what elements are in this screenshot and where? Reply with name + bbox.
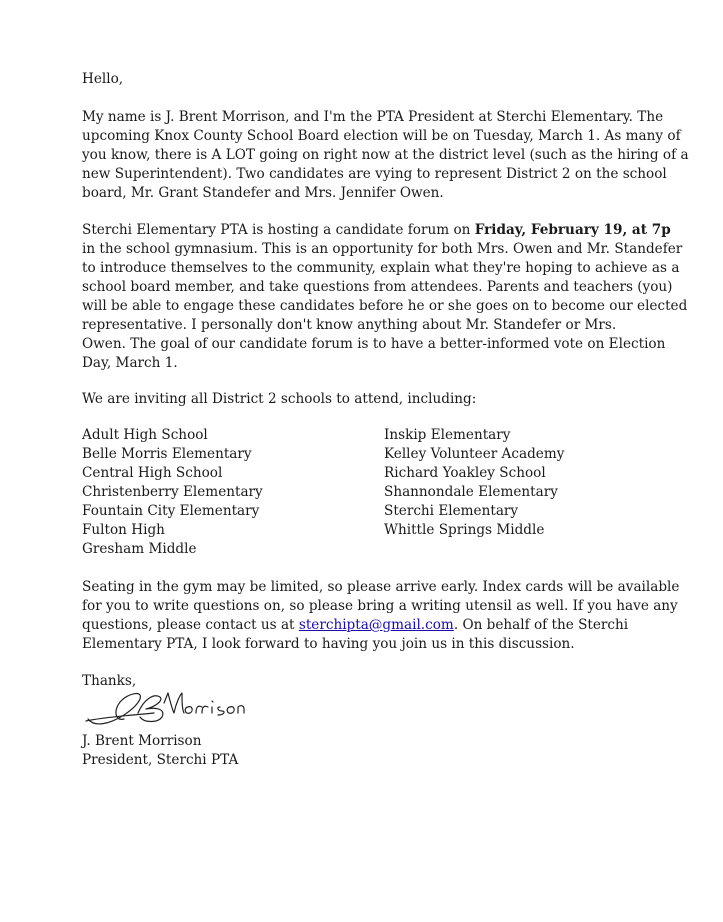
signer-title: President, Sterchi PTA xyxy=(82,752,239,768)
school-item: Inskip Elementary xyxy=(384,427,511,443)
paragraph-line: you know, there is A LOT going on right now at the district level (such as the hiring of a xyxy=(82,147,689,163)
closing-paragraph xyxy=(82,578,680,654)
paragraph-line: to introduce themselves to the community, explain what they're hoping to achieve as a xyxy=(82,260,680,276)
school-item: Kelley Volunteer Academy xyxy=(384,446,565,462)
signature-block xyxy=(82,732,642,770)
school-item: Christenberry Elementary xyxy=(82,484,263,500)
intro-paragraph xyxy=(82,108,689,203)
paragraph-line: questions, please contact us at sterchipta@gmail.com. On behalf of the Sterchi xyxy=(82,617,629,633)
paragraph-line: upcoming Knox County School Board election will be on Tuesday, March 1. As many of xyxy=(82,128,681,144)
forum-paragraph xyxy=(82,221,688,373)
school-item: Fulton High xyxy=(82,522,165,538)
school-item: Sterchi Elementary xyxy=(384,503,519,519)
event-date: Friday, February 19, at 7p xyxy=(474,222,671,238)
paragraph-line: will be able to engage these candidates before he or she goes on to become our elected xyxy=(82,298,688,314)
signer-name: J. Brent Morrison xyxy=(82,733,202,749)
paragraph-line: representative. I personally don't know anything about Mr. Standefer or Mrs. xyxy=(82,317,617,333)
paragraph-line: Sterchi Elementary PTA is hosting a candidate forum on Friday, February 19, at 7p xyxy=(82,222,671,238)
paragraph-line: My name is J. Brent Morrison, and I'm the PTA President at Sterchi Elementary. The xyxy=(82,109,664,125)
email-link[interactable]: sterchipta@gmail.com xyxy=(298,617,454,633)
paragraph-line: Elementary PTA, I look forward to having you join us in this discussion. xyxy=(82,636,575,652)
signoff: Thanks, xyxy=(82,673,137,689)
paragraph-line: school board member, and take questions from attendees. Parents and teachers (you) xyxy=(82,279,673,295)
school-item: Gresham Middle xyxy=(82,541,197,557)
school-item: Richard Yoakley School xyxy=(384,465,546,481)
school-item: Central High School xyxy=(82,465,223,481)
signature-image xyxy=(84,689,248,729)
school-item: Adult High School xyxy=(82,427,208,443)
inviting-line: We are inviting all District 2 schools to attend, including: xyxy=(82,391,477,407)
paragraph-line: for you to write questions on, so please bring a writing utensil as well. If you have any xyxy=(82,598,678,614)
paragraph-line: board, Mr. Grant Standefer and Mrs. Jennifer Owen. xyxy=(82,185,444,201)
school-item: Whittle Springs Middle xyxy=(384,522,545,538)
school-item: Belle Morris Elementary xyxy=(82,446,252,462)
paragraph-line: Day, March 1. xyxy=(82,355,178,371)
paragraph-line: Seating in the gym may be limited, so please arrive early. Index cards will be available xyxy=(82,579,680,595)
paragraph-line: Owen. The goal of our candidate forum is to have a better-informed vote on Election xyxy=(82,336,666,352)
greeting: Hello, xyxy=(82,71,124,87)
school-list-right xyxy=(384,426,564,540)
school-item: Fountain City Elementary xyxy=(82,503,260,519)
paragraph-line: in the school gymnasium. This is an opportunity for both Mrs. Owen and Mr. Standefer xyxy=(82,241,683,257)
school-list-left xyxy=(82,426,263,559)
paragraph-line: new Superintendent). Two candidates are vying to represent District 2 on the school xyxy=(82,166,667,182)
school-item: Shannondale Elementary xyxy=(384,484,558,500)
